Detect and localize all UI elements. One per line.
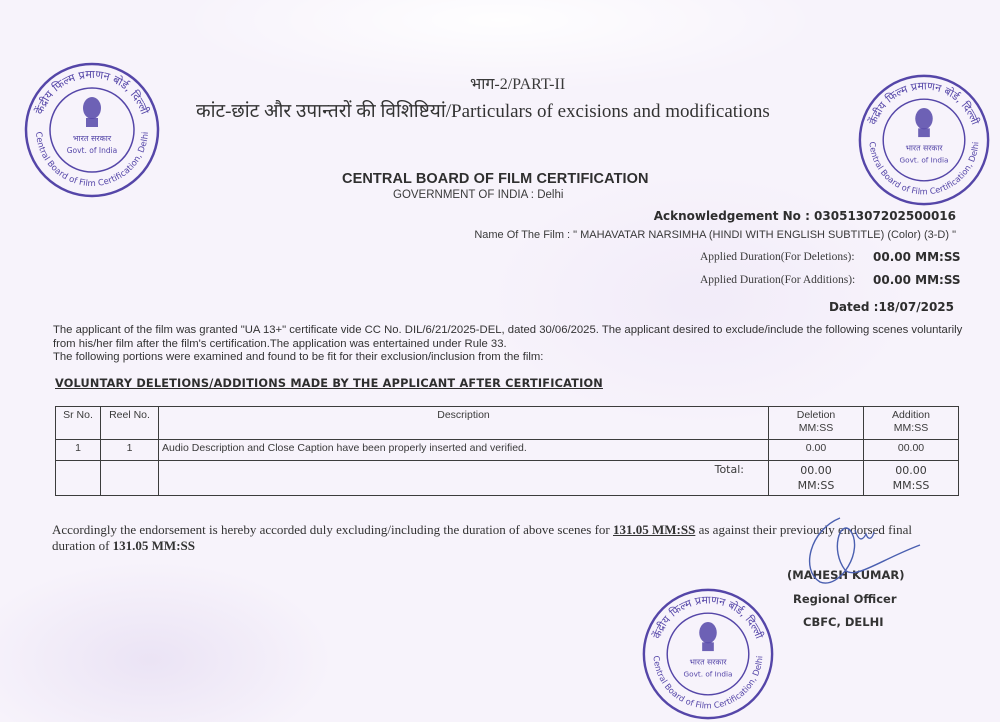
stamp-center-english: Govt. of India [66, 146, 118, 155]
cbfc-stamp-top-right [856, 72, 992, 208]
stamp-center-hindi: भारत सरकार [72, 134, 112, 143]
emblem-icon [699, 622, 716, 651]
header-sr-no: Sr No. [56, 407, 101, 440]
additions-duration-value: 00.00 MM:SS [873, 273, 961, 287]
total-addition: 00.00 MM:SS [864, 461, 959, 496]
modifications-table [55, 406, 959, 496]
total-deletion: 00.00 MM:SS [769, 461, 864, 496]
section-heading: VOLUNTARY DELETIONS/ADDITIONS MADE BY THE APPLICANT AFTER CERTIFICATION [55, 377, 603, 390]
film-name: Name Of The Film : " MAHAVATAR NARSIMHA (HINDI WITH ENGLISH SUBTITLE) (Color) (3-D) " [474, 229, 956, 241]
endorsed-duration: 131.05 MM:SS [613, 522, 696, 537]
intro-line-1: The applicant of the film was granted "UA 13+" certificate vide CC No. DIL/6/21/2025-DEL, dated 30/06/2025. The applicant desired to exclude/include the following scenes voluntarily from his/her film after the film's certification.The application was entertained under Rule 33. [53, 324, 963, 350]
signature-icon [770, 510, 930, 590]
stamp-center-english: Govt. of India [899, 155, 949, 165]
part-subtitle: कांट-छांट और उपान्तरों की विशिष्टियां/Particulars of excisions and modifications [196, 101, 770, 122]
cell-reel-no: 1 [101, 440, 159, 461]
stamp-center-hindi: भारत सरकार [689, 657, 727, 667]
stamp-top-text: केंद्रीय फिल्म प्रमाणन बोर्ड, दिल्ली [650, 593, 766, 641]
header-addition: Addition MM:SS [864, 407, 959, 440]
cell-description: Audio Description and Close Caption have been properly inserted and verified. [159, 440, 769, 461]
signatory-office: CBFC, DELHI [803, 615, 884, 629]
emblem-icon [83, 97, 101, 127]
endorsement-prefix: Accordingly the endorsement is hereby accorded duly excluding/including the duration of above scenes for [52, 522, 613, 537]
header-reel-no: Reel No. [101, 407, 159, 440]
cell-sr-no: 1 [56, 440, 101, 461]
board-subtitle: GOVERNMENT OF INDIA : Delhi [393, 189, 564, 201]
signatory-role: Regional Officer [793, 592, 897, 606]
board-name: CENTRAL BOARD OF FILM CERTIFICATION [342, 171, 649, 187]
stamp-bottom-text: Central Board of Film Certification, Delhi [867, 141, 981, 197]
table-total-row [56, 461, 959, 496]
stamp-top-text: केंद्रीय फिल्म प्रमाणन बोर्ड, दिल्ली [32, 67, 152, 117]
intro-paragraph [53, 324, 963, 365]
cell-addition: 00.00 [864, 440, 959, 461]
final-duration: 131.05 MM:SS [112, 538, 195, 553]
table-header-row [56, 407, 959, 440]
signatory-name: (MAHESH KUMAR) [787, 568, 905, 582]
stamp-center-english: Govt. of India [683, 669, 733, 679]
part-label: भाग-2/PART-II [470, 76, 566, 93]
stamp-center-hindi: भारत सरकार [905, 143, 943, 153]
stamp-bottom-text: Central Board of Film Certification, Delhi [651, 655, 765, 711]
intro-line-2: The following portions were examined and found to be fit for their exclusion/inclusion from the film: [53, 351, 544, 363]
cbfc-stamp-bottom [640, 586, 776, 722]
cell-deletion: 0.00 [769, 440, 864, 461]
deletions-duration-label: Applied Duration(For Deletions): [700, 251, 855, 263]
table-row [56, 440, 959, 461]
endorsement-middle: as against their previously endorsed final duration of [52, 522, 912, 553]
deletions-duration-value: 00.00 MM:SS [873, 250, 961, 264]
emblem-icon [915, 108, 932, 137]
cbfc-stamp-top-left [22, 60, 162, 200]
header-deletion: Deletion MM:SS [769, 407, 864, 440]
total-label: Total: [159, 461, 769, 496]
acknowledgement-number: Acknowledgement No : 03051307202500016 [653, 209, 956, 223]
stamp-top-text: केंद्रीय फिल्म प्रमाणन बोर्ड, दिल्ली [866, 79, 982, 127]
date: Dated :18/07/2025 [828, 300, 954, 314]
stamp-bottom-text: Central Board of Film Certification, Delhi [32, 131, 151, 190]
additions-duration-label: Applied Duration(For Additions): [700, 274, 856, 286]
header-description: Description [159, 407, 769, 440]
